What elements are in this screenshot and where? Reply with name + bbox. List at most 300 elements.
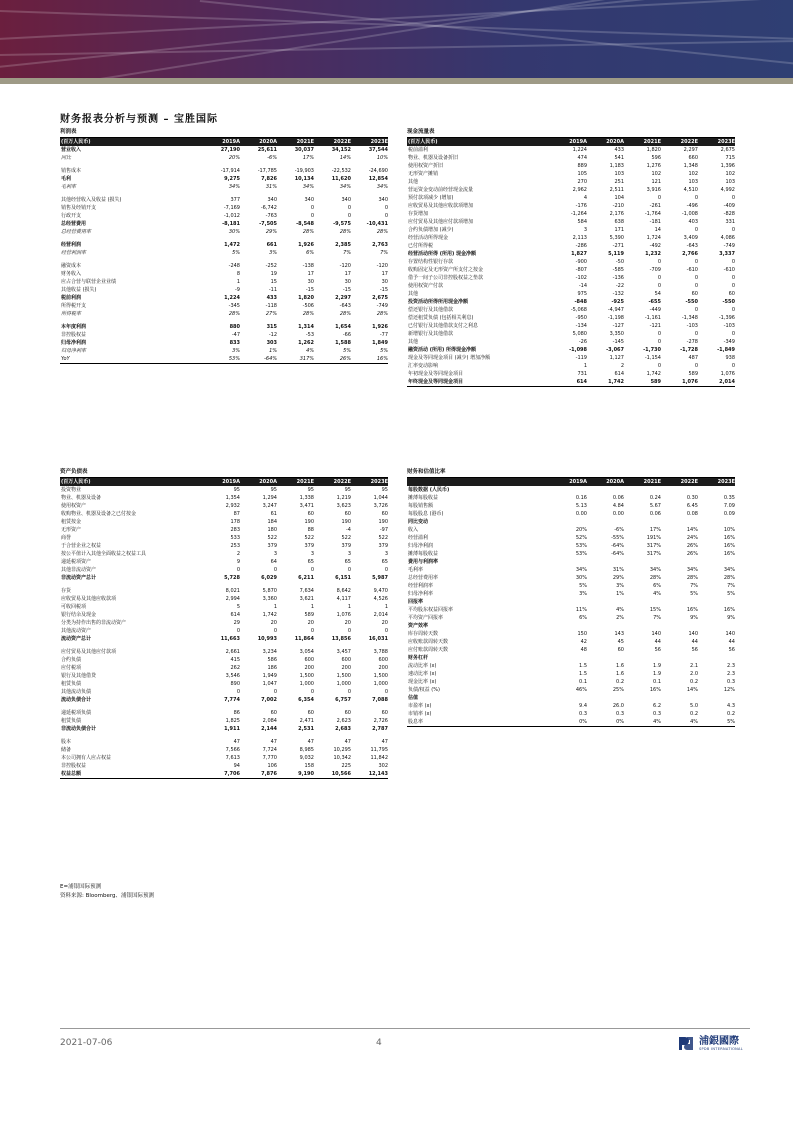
row-value: 0 (347, 628, 351, 634)
row-value: 1 (347, 604, 351, 610)
balance-row (60, 542, 388, 550)
ratios-row (407, 710, 735, 718)
row-value: 16% (723, 543, 735, 549)
row-value: 7,088 (372, 697, 388, 703)
unit-label: (百万人民币) (61, 479, 91, 485)
row-value: -749 (723, 243, 735, 249)
row-label: 同比 (61, 155, 72, 161)
note-estimate: E=浦银国际预测 (60, 884, 102, 890)
row-label: 总经营费用率 (61, 229, 92, 235)
row-value: 1,827 (571, 251, 587, 257)
row-value (624, 598, 661, 606)
income-row (60, 241, 388, 249)
row-value: 890 (230, 681, 240, 687)
row-value: 2,675 (720, 147, 735, 153)
row-value (661, 694, 698, 702)
row-value: 29% (612, 575, 624, 581)
row-value: -925 (611, 299, 624, 305)
row-value: 0 (731, 259, 735, 265)
row-value: 0.09 (723, 511, 735, 517)
row-value: 317% (646, 543, 661, 549)
row-label: 非控股权益 (61, 763, 87, 769)
year-header: 2019A (222, 479, 240, 485)
row-value: 20% (575, 527, 587, 533)
row-value: 6% (306, 250, 314, 256)
row-value: -66 (342, 332, 351, 338)
row-value: 103 (725, 179, 735, 185)
row-value: -103 (686, 323, 698, 329)
row-value: 0 (310, 213, 314, 219)
row-value: 0 (310, 628, 314, 634)
ratios-row (407, 718, 735, 726)
row-value: -248 (228, 263, 240, 269)
balance-row (60, 510, 388, 518)
row-value: 315 (266, 324, 277, 330)
row-value: 31% (612, 567, 624, 573)
row-value: 34% (723, 567, 735, 573)
year-header: 2023E (370, 479, 388, 485)
row-value: 95 (344, 487, 351, 493)
row-value: 7% (727, 583, 735, 589)
row-value: 102 (725, 171, 735, 177)
row-value (550, 622, 587, 630)
row-value: 7,826 (261, 176, 277, 182)
balance-row (60, 738, 388, 746)
row-value: 7.09 (723, 503, 735, 509)
row-value: 171 (614, 227, 624, 233)
row-value: 1,472 (224, 242, 240, 248)
row-value: 2,675 (372, 295, 388, 301)
row-value: 7% (690, 583, 698, 589)
row-value: 1.6 (616, 671, 624, 677)
row-value: 28% (339, 229, 351, 235)
row-value: 200 (378, 665, 388, 671)
row-label: 储备 (61, 747, 72, 753)
row-value: 42 (580, 639, 587, 645)
income-row (60, 347, 388, 355)
row-value: 88 (307, 527, 314, 533)
row-value: 614 (576, 379, 587, 385)
ratios-row (407, 646, 735, 654)
balance-row (60, 526, 388, 534)
row-value (698, 486, 735, 494)
row-value: 0 (657, 283, 661, 289)
row-value: -349 (723, 339, 735, 345)
row-value: 833 (229, 340, 240, 346)
income-row (60, 323, 388, 331)
row-value: 44 (728, 639, 735, 645)
row-label: 所得税率 (61, 311, 82, 317)
row-value: 16% (723, 535, 735, 541)
cashflow-header-row (407, 138, 735, 146)
row-value: 2,014 (373, 612, 388, 618)
row-value: 9% (727, 615, 735, 621)
ratios-row (407, 702, 735, 710)
row-value: 0 (694, 195, 698, 201)
row-value: 7,876 (261, 771, 277, 777)
row-value: -506 (302, 303, 314, 309)
row-label: 偿还租赁负债 (包括相关利息) (408, 315, 474, 321)
row-value: 2,385 (335, 242, 351, 248)
row-value (550, 694, 587, 702)
row-value: -119 (575, 355, 587, 361)
row-value: -55% (611, 535, 624, 541)
income-row (60, 302, 388, 310)
row-value (550, 598, 587, 606)
row-value: 150 (577, 631, 587, 637)
row-value: 95 (381, 487, 388, 493)
row-value: 340 (267, 197, 277, 203)
cashflow-row (407, 154, 735, 162)
row-value: 0 (347, 205, 351, 211)
row-value: -134 (575, 323, 587, 329)
row-value: 0 (384, 213, 388, 219)
row-value: -120 (376, 263, 388, 269)
row-label: 归母净利率 (61, 348, 87, 354)
year-header: 2022E (333, 479, 351, 485)
row-value: 589 (650, 379, 661, 385)
row-value: 0.30 (686, 495, 698, 501)
row-value: 0 (694, 363, 698, 369)
row-value: -64% (611, 551, 624, 557)
row-value: -610 (686, 267, 698, 273)
row-value: 2,726 (373, 718, 388, 724)
row-value: 15 (270, 279, 277, 285)
row-label: 总经营费用 (61, 221, 87, 227)
row-value: 2 (620, 363, 624, 369)
row-label: 使用权资产 (61, 503, 87, 509)
row-value: 24% (686, 535, 698, 541)
row-value: 104 (614, 195, 624, 201)
row-value: 0 (731, 363, 735, 369)
row-value: 1,825 (225, 718, 240, 724)
row-value: 2.0 (690, 671, 698, 677)
row-value: 1,926 (372, 324, 388, 330)
row-value: 2,511 (609, 187, 624, 193)
row-value: 379 (378, 543, 388, 549)
balance-row (60, 566, 388, 574)
row-value: -53 (305, 332, 314, 338)
cashflow-row (407, 330, 735, 338)
row-value: 6.2 (653, 703, 661, 709)
row-value: 1,396 (720, 163, 735, 169)
row-value: -6% (614, 527, 624, 533)
row-value: -17,914 (220, 168, 240, 174)
row-value: -7,169 (223, 205, 240, 211)
row-value: 331 (725, 219, 735, 225)
row-value: 433 (266, 295, 277, 301)
row-value: 47 (233, 739, 240, 745)
row-value: 30 (307, 279, 314, 285)
row-value: 1,000 (336, 681, 351, 687)
row-value (587, 654, 624, 662)
row-value: 7,634 (299, 588, 314, 594)
row-value: 1 (583, 363, 587, 369)
row-value: 95 (233, 487, 240, 493)
row-value: 26% (339, 356, 351, 362)
row-value: 30% (575, 575, 587, 581)
balance-sheet-table (60, 468, 388, 779)
row-label: 物业、机器及设备 (61, 495, 102, 501)
row-label: 融资成本 (61, 263, 82, 269)
cashflow-row (407, 338, 735, 346)
year-header: 2022E (680, 139, 698, 145)
row-label: 使用权资产折旧 (408, 163, 444, 169)
row-value (624, 622, 661, 630)
row-value: 7,002 (261, 697, 277, 703)
row-label: 所得税开支 (61, 303, 87, 309)
row-value: 45 (617, 639, 624, 645)
row-value: 10,342 (333, 755, 351, 761)
row-label: 租赁负债 (61, 681, 82, 687)
row-value: 34% (228, 184, 240, 190)
banner-ray (100, 0, 793, 78)
row-value: 34% (376, 184, 388, 190)
row-value: 143 (614, 631, 624, 637)
row-value: 7% (653, 615, 661, 621)
row-value: 28% (302, 311, 314, 317)
row-value: 1,500 (373, 673, 388, 679)
row-value: 0 (731, 331, 735, 337)
row-label: 租赁按金 (61, 519, 82, 525)
row-value: 2,014 (719, 379, 735, 385)
row-value: 377 (230, 197, 240, 203)
row-value: -1,012 (223, 213, 240, 219)
row-value: 0.06 (649, 511, 661, 517)
year-header: 2019A (569, 479, 587, 485)
cashflow-row (407, 322, 735, 330)
row-label: 其他 (408, 291, 419, 297)
row-value: 9.4 (579, 703, 587, 709)
row-value: 3 (347, 551, 351, 557)
ratios-row (407, 622, 735, 630)
row-value: -252 (265, 263, 277, 269)
balance-row (60, 611, 388, 619)
row-value: 34% (575, 567, 587, 573)
row-label: 市销率 (x) (408, 711, 432, 717)
page-title: 财务报表分析与预测 – 宝胜国际 (60, 114, 218, 125)
row-value: 34,152 (331, 147, 351, 153)
ratios-row (407, 654, 735, 662)
row-label: 收购物业、机器及设备之已付按金 (61, 511, 137, 517)
row-value: -1,396 (718, 315, 735, 321)
row-value: 0.1 (579, 679, 587, 685)
row-value: 0 (731, 307, 735, 313)
row-value: 1,262 (298, 340, 314, 346)
row-value: 25% (612, 687, 624, 693)
row-value: 14% (686, 527, 698, 533)
balance-row (60, 595, 388, 603)
row-value: 522 (267, 535, 277, 541)
row-value (587, 694, 624, 702)
row-value: 1.6 (616, 663, 624, 669)
row-label: 归母净利润 (408, 543, 434, 549)
row-value: 1,500 (336, 673, 351, 679)
row-value (587, 598, 624, 606)
balance-row (60, 770, 388, 778)
row-value: 19 (270, 271, 277, 277)
banner-ray (0, 0, 793, 72)
row-label: 其他 (408, 179, 419, 185)
table-bottom-rule (60, 363, 388, 364)
row-value: 106 (267, 763, 277, 769)
row-value: -271 (612, 243, 624, 249)
row-value: -1,154 (644, 355, 661, 361)
row-value: -1,730 (643, 347, 661, 353)
income-row (60, 220, 388, 228)
table-bottom-rule (407, 726, 735, 727)
balance-title: 资产负债表 (60, 468, 388, 478)
row-value: 0.08 (686, 511, 698, 517)
row-value: 1.5 (579, 663, 587, 669)
row-value: -12 (268, 332, 277, 338)
balance-row (60, 648, 388, 656)
row-label: 租赁负债 (61, 718, 82, 724)
row-value: 16% (723, 607, 735, 613)
row-label: 税前溢利 (408, 147, 429, 153)
row-value (550, 654, 587, 662)
row-value: -7,505 (259, 221, 277, 227)
row-value: 16% (376, 356, 388, 362)
row-value: 5.67 (649, 503, 661, 509)
row-value: -210 (612, 203, 624, 209)
income-row (60, 262, 388, 270)
row-value: 3 (273, 551, 277, 557)
row-value: 1.5 (579, 671, 587, 677)
row-value: 200 (304, 665, 314, 671)
row-value: 0.3 (616, 711, 624, 717)
row-value: 190 (341, 519, 351, 525)
row-label: 银行及其他借贷 (61, 673, 97, 679)
row-value: 1,219 (336, 495, 351, 501)
row-value (661, 654, 698, 662)
ratios-row (407, 630, 735, 638)
row-value: 60 (691, 291, 698, 297)
row-value: 0 (731, 275, 735, 281)
row-value: 1,044 (373, 495, 388, 501)
row-value: 4,992 (720, 187, 735, 193)
row-label: 预付款项减少 (增加) (408, 195, 454, 201)
row-value: 2,683 (335, 726, 351, 732)
row-value: 5% (727, 591, 735, 597)
row-value: 661 (266, 242, 277, 248)
row-label: 摊薄每股收益 (408, 495, 439, 501)
row-value: 2.3 (727, 663, 735, 669)
row-value: 0.24 (649, 495, 661, 501)
balance-row (60, 754, 388, 762)
row-value: 2,932 (225, 503, 240, 509)
row-value: 5% (232, 250, 240, 256)
row-value: 1 (384, 604, 388, 610)
row-value: 0 (347, 689, 351, 695)
row-value: 0 (236, 628, 240, 634)
row-label: 摊薄每股收益 (408, 551, 439, 557)
row-value: -950 (575, 315, 587, 321)
row-value: -26 (578, 339, 587, 345)
row-value (624, 558, 661, 566)
unit-label: (百万人民币) (61, 139, 91, 145)
row-value: 47 (344, 739, 351, 745)
row-value: 2,176 (609, 211, 624, 217)
row-value: 6,029 (261, 575, 277, 581)
row-label: 非控股权益 (61, 332, 87, 338)
row-value: 317% (299, 356, 314, 362)
row-value: 158 (304, 763, 314, 769)
row-value: -136 (612, 275, 624, 281)
row-value: 487 (688, 355, 698, 361)
row-value: 3,621 (299, 596, 314, 602)
row-value: 53% (575, 551, 587, 557)
row-value: 1,338 (299, 495, 314, 501)
row-value: 29% (265, 229, 277, 235)
cashflow-row (407, 354, 735, 362)
row-label: 年终现金及等同现金项目 (408, 379, 464, 385)
balance-row (60, 550, 388, 558)
row-value: 94 (233, 763, 240, 769)
row-value: 1 (310, 604, 314, 610)
row-value: 0 (657, 339, 661, 345)
row-value: 10,295 (333, 747, 351, 753)
row-value: 1,820 (646, 147, 661, 153)
row-value: 184 (267, 519, 277, 525)
row-label: 其他经营收入及收益 (损失) (61, 197, 122, 203)
row-label: YoY (61, 356, 70, 362)
row-value: 522 (341, 535, 351, 541)
row-value: 3,409 (683, 235, 698, 241)
row-value: 11,663 (220, 636, 240, 642)
row-value: 2,787 (372, 726, 388, 732)
row-value: 0 (384, 567, 388, 573)
ratios-row (407, 534, 735, 542)
cashflow-row (407, 234, 735, 242)
row-value: 0.3 (653, 711, 661, 717)
row-value: 1 (236, 279, 240, 285)
cashflow-row (407, 362, 735, 370)
row-value: 10,134 (294, 176, 314, 182)
row-value: 2,084 (262, 718, 277, 724)
row-value: 2,766 (682, 251, 698, 257)
ratios-row (407, 558, 735, 566)
ratios-row (407, 686, 735, 694)
row-label: 每股数据 (人民币) (408, 487, 450, 493)
year-header: 2019A (569, 139, 587, 145)
balance-row (60, 709, 388, 717)
row-value: 4,510 (683, 187, 698, 193)
income-row (60, 175, 388, 183)
row-value: 1,724 (646, 235, 661, 241)
row-value: -97 (379, 527, 388, 533)
income-row (60, 331, 388, 339)
row-value: 5% (690, 591, 698, 597)
row-value: 1,276 (646, 163, 661, 169)
row-value: 4% (653, 591, 661, 597)
row-value: 86 (233, 710, 240, 716)
row-value: 121 (651, 179, 661, 185)
row-value: 34% (339, 184, 351, 190)
year-header: 2021E (296, 479, 314, 485)
cashflow-row (407, 218, 735, 226)
row-value: 60 (344, 710, 351, 716)
row-value: 140 (651, 631, 661, 637)
row-value: 0 (657, 195, 661, 201)
row-value: 3% (616, 583, 624, 589)
row-value: 5% (380, 348, 388, 354)
balance-row (60, 587, 388, 595)
row-value: 44 (654, 639, 661, 645)
income-row (60, 154, 388, 162)
row-label: 于合营企业之权益 (61, 543, 102, 549)
row-label: 税前利润 (61, 295, 82, 301)
